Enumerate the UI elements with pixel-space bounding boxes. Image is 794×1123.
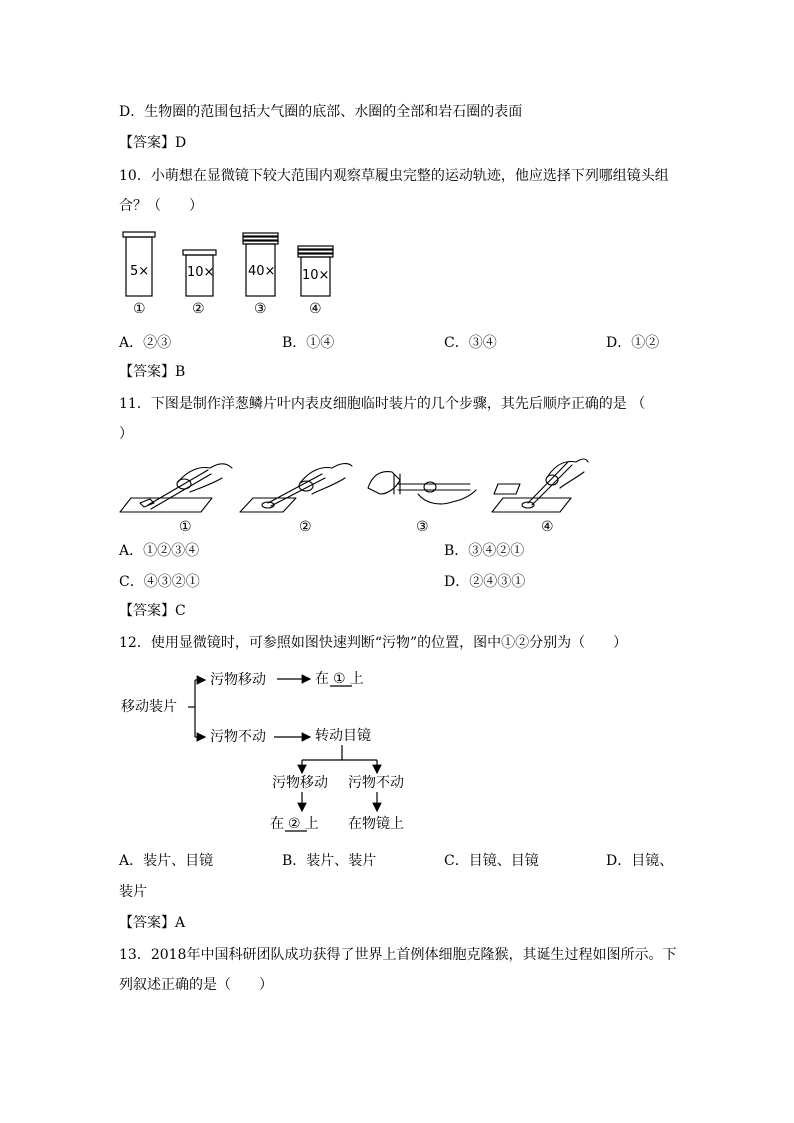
q12-option-c: C．目镜、目镜 <box>444 853 539 869</box>
lens-3-magnification: 40× <box>248 264 276 279</box>
flow-on-1 <box>315 669 364 689</box>
q13-stem-line1: 13．2018年中国科研团队成功获得了世界上首例体细胞克隆猴，其诞生过程如图所示。下 <box>119 947 677 963</box>
q11-option-a: A．①②③④ <box>119 543 200 559</box>
step-1-illustration <box>120 464 232 512</box>
lens-2-magnification: 10× <box>187 265 215 280</box>
lens-3-number: ③ <box>254 301 267 317</box>
q10-answer: 【答案】B <box>119 364 186 380</box>
lens-4-magnification: 10× <box>302 268 330 283</box>
q11-option-c: C．④③②① <box>119 574 200 590</box>
lens-1-magnification: 5× <box>130 264 150 279</box>
flow-rotate-eyepiece: 转动目镜 <box>315 728 371 744</box>
step-1-number: ① <box>179 519 192 535</box>
q11-stem-line1: 11．下图是制作洋葱鳞片叶内表皮细胞临时装片的几个步骤，其先后顺序正确的是 （ <box>119 396 646 412</box>
flow-on-2-pre: 在 <box>270 816 284 832</box>
lens-4-number: ④ <box>309 301 322 317</box>
step-2-illustration <box>240 464 352 512</box>
q12-stem: 12．使用显微镜时，可参照如图快速判断“污物”的位置，图中①②分别为（ ） <box>119 635 628 651</box>
q10-option-c: C．③④ <box>444 335 497 351</box>
step-3-illustration <box>368 472 476 504</box>
q9-option-d: D．生物圈的范围包括大气圈的底部、水圈的全部和岩石圈的表面 <box>119 104 523 120</box>
lens-1-number: ① <box>133 301 146 317</box>
flow-blank-2: ② <box>288 816 301 832</box>
step-3-number: ③ <box>416 519 429 535</box>
q11-option-b: B．③④②① <box>444 543 525 559</box>
q12-option-d-wrap: 装片 <box>119 884 147 900</box>
q11-stem-line2: ） <box>119 426 133 442</box>
q10-stem-line1: 10．小萌想在显微镜下较大范围内观察草履虫完整的运动轨迹，他应选择下列哪组镜头组 <box>119 168 669 184</box>
q12-option-a: A．装片、目镜 <box>119 853 214 869</box>
q10-option-b: B．①④ <box>282 335 335 351</box>
flow-on-2 <box>270 814 319 834</box>
q11-option-d: D．②④③① <box>444 574 526 590</box>
q12-option-d: D．目镜、 <box>606 853 674 869</box>
flow-dirt-still-2: 污物不动 <box>348 775 404 791</box>
step-2-number: ② <box>299 519 312 535</box>
q12-option-b: B．装片、装片 <box>282 853 377 869</box>
flow-dirt-moves-2: 污物移动 <box>272 775 328 791</box>
q10-stem-line2: 合？（ ） <box>119 198 203 214</box>
flow-dirt-still: 污物不动 <box>210 729 266 745</box>
q11-answer: 【答案】C <box>119 603 186 619</box>
flow-on-1-pre: 在 <box>315 671 329 687</box>
flow-on-1-post: 上 <box>349 671 364 687</box>
flow-blank-1: ① <box>333 671 346 687</box>
flow-on-objective: 在物镜上 <box>348 816 404 832</box>
lens-2-number: ② <box>192 301 205 317</box>
flow-on-2-post: 上 <box>304 816 319 832</box>
step-4-illustration <box>492 459 588 512</box>
flow-dirt-moves: 污物移动 <box>210 672 266 688</box>
q13-stem-line2: 列叙述正确的是（ ） <box>119 977 273 993</box>
q9-answer: 【答案】D <box>119 135 187 151</box>
q10-option-a: A．②③ <box>119 335 172 351</box>
q10-option-d: D．①② <box>606 335 660 351</box>
flow-move-slide: 移动装片 <box>121 699 177 715</box>
q12-answer: 【答案】A <box>119 915 186 931</box>
step-4-number: ④ <box>541 519 554 535</box>
